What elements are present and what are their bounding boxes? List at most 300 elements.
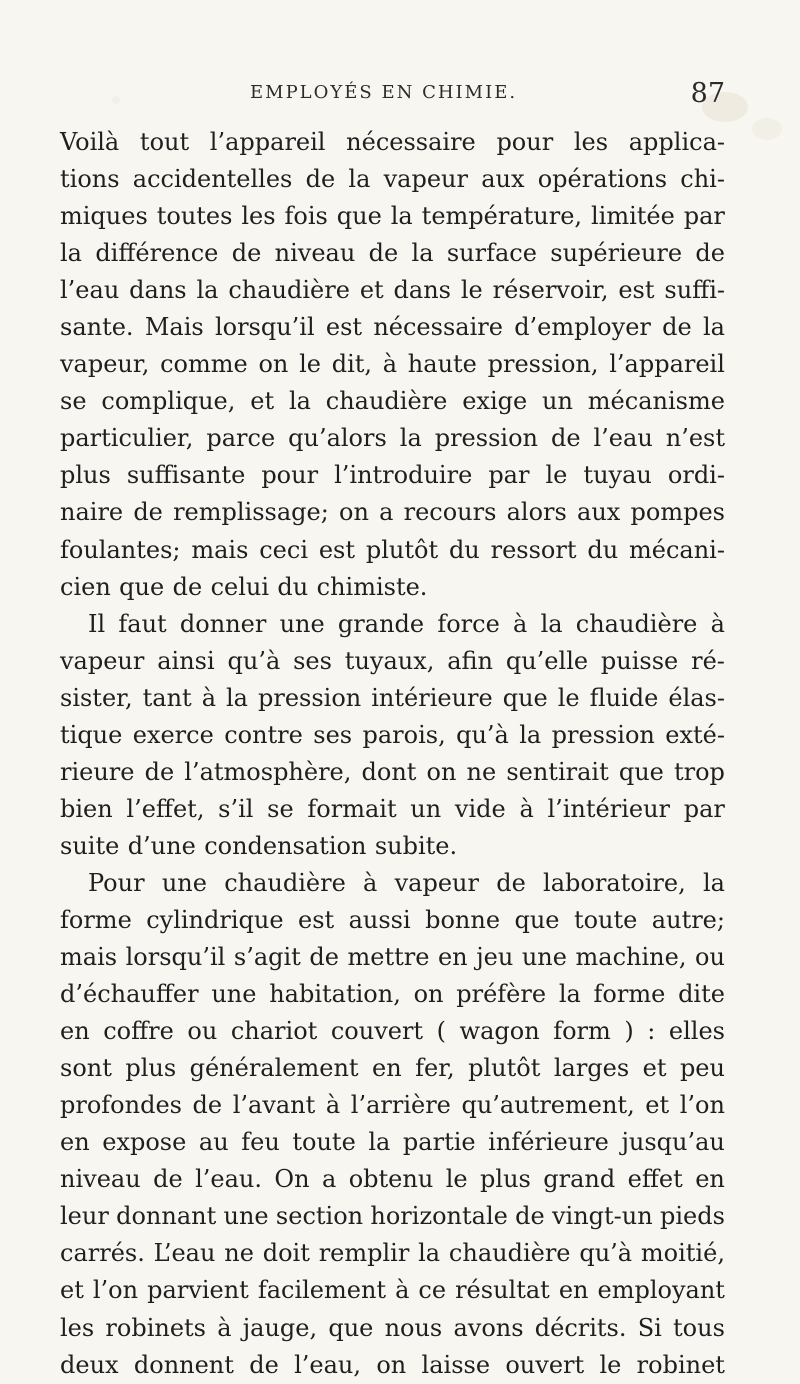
text-line — [60, 1087, 725, 1124]
word: se — [60, 387, 87, 416]
word: mettre — [347, 943, 430, 972]
word: l’eau — [593, 424, 653, 453]
word: la — [348, 165, 371, 194]
word: parvient — [147, 1276, 249, 1305]
word: plus — [125, 1054, 177, 1083]
word: de — [550, 424, 581, 453]
word: de — [305, 165, 336, 194]
word: l’arrière — [350, 1091, 451, 1120]
word: exerce — [132, 720, 214, 749]
word: qu’alors — [288, 424, 387, 453]
word: limitée — [590, 202, 675, 231]
word: sante. — [60, 313, 134, 342]
word: ou — [187, 1017, 218, 1046]
word: machine, — [575, 943, 687, 972]
word: a — [321, 1165, 337, 1194]
word: toute — [292, 1128, 356, 1157]
text-line — [60, 1235, 725, 1272]
word: l’introduire — [334, 461, 473, 490]
word: les — [60, 1313, 95, 1342]
text-line — [60, 754, 725, 791]
word: qu’elle — [505, 646, 589, 675]
word: tous — [673, 1313, 725, 1342]
word: la — [411, 239, 434, 268]
word: chaudière — [224, 868, 346, 897]
word: une — [223, 1202, 269, 1231]
text-line — [60, 1161, 725, 1198]
word: se — [267, 794, 294, 823]
word: la — [558, 980, 581, 1009]
word: suite — [60, 831, 120, 860]
word: peu — [679, 1054, 725, 1083]
word: couvert — [330, 1017, 424, 1046]
word: chaudière — [448, 1239, 571, 1268]
word: donnent — [133, 1350, 234, 1379]
word: que — [119, 572, 165, 601]
word: d’employer — [514, 313, 651, 342]
word: lorsqu’il — [214, 313, 315, 342]
word: larges — [553, 1054, 630, 1083]
word: grande — [337, 609, 425, 638]
word: expose — [102, 1128, 187, 1157]
word: de — [368, 239, 399, 268]
word: du — [277, 572, 309, 601]
word: et — [359, 276, 384, 305]
word: partie — [402, 1128, 476, 1157]
word: l’eau — [60, 276, 120, 305]
word: ré- — [691, 646, 725, 675]
text-line — [60, 1050, 725, 1087]
word: nécessaire — [373, 313, 503, 342]
word: que — [514, 905, 560, 934]
word: le — [445, 1165, 468, 1194]
word: puisse — [600, 646, 679, 675]
word: profondes — [60, 1091, 182, 1120]
word: que — [336, 202, 382, 231]
word: chimiste. — [316, 572, 428, 601]
word: en — [695, 1165, 725, 1194]
word: pompes — [630, 498, 725, 527]
word: est — [618, 276, 655, 305]
word: à — [513, 609, 528, 638]
word: du — [587, 535, 619, 564]
word: doit — [262, 1239, 310, 1268]
word: fluide — [589, 683, 659, 712]
word: toute — [573, 905, 638, 934]
word: du — [448, 535, 480, 564]
word: tions — [60, 165, 120, 194]
word: inférieure — [488, 1128, 609, 1157]
word: de — [515, 1202, 545, 1231]
word: pour — [496, 128, 554, 156]
text-line — [60, 976, 725, 1013]
word: parce — [206, 424, 276, 453]
word: est — [297, 905, 335, 934]
body-text — [60, 124, 725, 1384]
word: fois — [284, 202, 328, 231]
word: jauge, — [242, 1313, 318, 1342]
word: alors — [506, 498, 567, 527]
word: que — [618, 757, 664, 786]
word: cylindrique — [146, 905, 284, 934]
word: le — [460, 276, 483, 305]
word: qu’à — [456, 720, 509, 749]
word: nécessaire — [346, 128, 476, 156]
word: donnant — [116, 1202, 217, 1231]
word: faut — [118, 609, 167, 638]
word: remplissage; — [173, 498, 329, 527]
word: à — [201, 683, 216, 712]
word: laisse — [421, 1350, 491, 1379]
word: miques — [60, 202, 148, 231]
word: particulier, — [60, 424, 194, 453]
word: subite. — [374, 831, 458, 860]
word: mais — [191, 535, 249, 564]
word: et — [60, 1276, 84, 1305]
word: de — [172, 572, 203, 601]
word: sentirait — [506, 757, 609, 786]
word: moitié, — [640, 1239, 725, 1268]
word: qu’à — [579, 1239, 633, 1268]
word: ou — [695, 943, 725, 972]
word: bonne — [425, 905, 501, 934]
word: et — [642, 1054, 667, 1083]
text-line — [60, 346, 725, 383]
word: en — [372, 1054, 402, 1083]
word: section — [275, 1202, 364, 1231]
word: suffisante — [126, 461, 246, 490]
text-line — [60, 420, 725, 457]
word: forme — [60, 905, 132, 934]
word: est — [318, 535, 356, 564]
word: que — [328, 1313, 374, 1342]
text-line — [60, 569, 725, 606]
text-line — [60, 865, 725, 902]
word: la — [288, 387, 311, 416]
word: nous — [384, 1313, 443, 1342]
word: à — [382, 350, 398, 379]
word: ) — [624, 1017, 634, 1046]
word: robinets — [105, 1313, 206, 1342]
word: vide — [454, 794, 506, 823]
word: à — [519, 794, 534, 823]
word: donner — [179, 609, 267, 638]
word: coffre — [103, 1017, 174, 1046]
word: et — [645, 1091, 670, 1120]
word: au — [198, 1128, 229, 1157]
text-line — [60, 494, 725, 531]
word: remplir — [318, 1239, 410, 1268]
word: l’appareil — [209, 128, 326, 156]
word: de — [249, 1350, 279, 1379]
word: plus — [60, 461, 111, 490]
word: la — [60, 239, 82, 268]
word: à — [363, 868, 378, 897]
word: tuyau — [583, 461, 652, 490]
word: l’effet, — [126, 794, 205, 823]
word: Si — [637, 1313, 662, 1342]
word: de — [133, 498, 163, 527]
word: résultat — [455, 1276, 550, 1305]
word: ceci — [259, 535, 308, 564]
word: elles — [668, 1017, 725, 1046]
word: Pour — [88, 868, 145, 897]
word: On — [274, 1165, 310, 1194]
word: différence — [95, 239, 219, 268]
word: la — [196, 276, 219, 305]
word: recours — [403, 498, 497, 527]
text-line — [60, 902, 725, 939]
word: ainsi — [157, 646, 215, 675]
text-line — [60, 1310, 725, 1347]
word: employant — [597, 1276, 725, 1305]
text-line — [60, 717, 725, 754]
word: afin — [447, 646, 494, 675]
word: qu’à — [227, 646, 281, 675]
word: par — [683, 202, 725, 231]
text-line — [60, 235, 725, 272]
word: plus — [480, 1165, 531, 1194]
word: l’eau. — [195, 1165, 262, 1194]
word: élas- — [668, 683, 725, 712]
word: généralement — [189, 1054, 359, 1083]
text-line — [60, 828, 725, 865]
word: ne — [466, 757, 497, 786]
word: tique — [60, 720, 123, 749]
word: jeu — [476, 943, 514, 972]
word: aux — [577, 498, 621, 527]
word: à — [325, 1091, 341, 1120]
word: n’est — [665, 424, 725, 453]
word: un — [542, 387, 573, 416]
word: exté- — [665, 720, 725, 749]
word: vapeur — [383, 165, 468, 194]
word: niveau — [60, 1165, 141, 1194]
word: obtenu — [348, 1165, 434, 1194]
word: et — [250, 387, 275, 416]
word: s’il — [218, 794, 254, 823]
word: intérieure — [371, 683, 493, 712]
word: celui — [210, 572, 270, 601]
word: sister, — [60, 683, 133, 712]
word: suffi- — [664, 276, 725, 305]
word: tuyaux, — [344, 646, 435, 675]
word: aussi — [348, 905, 411, 934]
text-line — [60, 309, 725, 346]
word: exige — [462, 387, 528, 416]
word: a — [379, 498, 394, 527]
word: l’appareil — [609, 350, 725, 379]
word: chi- — [680, 165, 725, 194]
word: chaudière — [228, 276, 350, 305]
word: on — [413, 980, 444, 1009]
word: chariot — [230, 1017, 318, 1046]
text-line — [60, 457, 725, 494]
word: tant — [142, 683, 192, 712]
word: supérieure — [550, 239, 683, 268]
word: pression — [434, 424, 538, 453]
word: l’avant — [232, 1091, 316, 1120]
word: à — [217, 1313, 232, 1342]
word: la — [390, 202, 413, 231]
word: Voilà — [60, 128, 120, 156]
text-line — [60, 606, 725, 643]
word: grand — [543, 1165, 616, 1194]
word: une — [521, 943, 567, 972]
word: en — [60, 1017, 90, 1046]
word: plutôt — [468, 1054, 541, 1083]
word: pour — [261, 461, 319, 490]
word: préfère — [456, 980, 547, 1009]
word: chaudière — [325, 387, 448, 416]
word: niveau — [274, 239, 356, 268]
word: la — [519, 720, 542, 749]
word: facilement — [257, 1276, 387, 1305]
word: avons — [453, 1313, 524, 1342]
word: ouvert — [505, 1350, 585, 1379]
word: deux — [60, 1350, 119, 1379]
word: à — [395, 1276, 410, 1305]
word: pression — [257, 683, 362, 712]
word: tout — [139, 128, 190, 156]
word: dit, — [331, 350, 373, 379]
text-line — [60, 680, 725, 717]
word: haute — [407, 350, 477, 379]
page-header — [60, 78, 725, 112]
word: trop — [673, 757, 725, 786]
word: ne — [224, 1239, 254, 1268]
word: wagon — [459, 1017, 540, 1046]
word: ressort — [490, 535, 577, 564]
word: de — [231, 239, 262, 268]
word: la — [368, 1128, 391, 1157]
word: le — [599, 1350, 622, 1379]
word: lorsqu’il — [125, 943, 226, 972]
word: le — [299, 350, 321, 379]
word: bien — [60, 794, 113, 823]
text-line — [60, 939, 725, 976]
word: une — [211, 980, 257, 1009]
word: on — [376, 1350, 407, 1379]
word: aux — [481, 165, 525, 194]
word: par — [488, 461, 530, 490]
word: surface — [446, 239, 537, 268]
word: la — [399, 424, 422, 453]
word: un — [410, 794, 442, 823]
word: la — [418, 1239, 441, 1268]
word: pression, — [487, 350, 599, 379]
word: d’échauffer — [60, 980, 199, 1009]
word: d’une — [127, 831, 196, 860]
word: la — [702, 313, 725, 342]
word: une — [279, 609, 325, 638]
word: en — [558, 1276, 589, 1305]
word: horizontale — [370, 1202, 508, 1231]
word: plutôt — [365, 535, 439, 564]
word: ce — [418, 1276, 447, 1305]
word: en — [60, 1128, 90, 1157]
word: réservoir, — [492, 276, 609, 305]
word: chaudière — [575, 609, 698, 638]
word: mais — [60, 943, 118, 972]
word: la — [702, 868, 725, 897]
word: comme — [160, 350, 248, 379]
word: de — [144, 757, 175, 786]
word: autre; — [651, 905, 725, 934]
word: applica- — [628, 128, 725, 156]
word: en — [437, 943, 468, 972]
word: Mais — [144, 313, 204, 342]
word: forme — [593, 980, 666, 1009]
word: carrés. — [60, 1239, 145, 1268]
word: naire — [60, 498, 124, 527]
word: à — [710, 609, 725, 638]
text-line — [60, 272, 725, 309]
word: toutes — [156, 202, 233, 231]
word: ( — [436, 1017, 446, 1046]
word: formait — [307, 794, 397, 823]
text-line — [60, 383, 725, 420]
text-line — [60, 1013, 725, 1050]
word: effet — [627, 1165, 683, 1194]
word: on — [258, 350, 289, 379]
word: on — [339, 498, 369, 527]
word: laboratoire, — [543, 868, 686, 897]
page-number: 87 — [690, 78, 725, 109]
word: la — [226, 683, 248, 712]
word: les — [573, 128, 609, 156]
word: le — [545, 461, 568, 490]
word: rieure — [60, 757, 135, 786]
word: ses — [313, 720, 353, 749]
word: parois, — [362, 720, 446, 749]
word: contre — [224, 720, 303, 749]
word: habitation, — [269, 980, 401, 1009]
word: cien — [60, 572, 111, 601]
word: condensation — [204, 831, 367, 860]
word: ordi- — [667, 461, 725, 490]
word: s’agit — [233, 943, 301, 972]
text-line — [60, 1272, 725, 1309]
word: fer, — [415, 1054, 455, 1083]
text-line — [60, 532, 725, 569]
word: le — [557, 683, 580, 712]
word: foulantes; — [60, 535, 181, 564]
word: sont — [60, 1054, 112, 1083]
word: mécanisme — [587, 387, 725, 416]
word: dite — [678, 980, 725, 1009]
word: de — [309, 943, 339, 972]
text-line — [60, 1198, 725, 1235]
word: pression — [551, 720, 655, 749]
word: complique, — [101, 387, 236, 416]
word: décrits. — [534, 1313, 627, 1342]
word: accidentelles — [132, 165, 293, 194]
text-line — [60, 643, 725, 680]
word: form — [553, 1017, 611, 1046]
running-head: EMPLOYÉS EN CHIMIE. — [250, 82, 518, 103]
word: vingt-un — [551, 1202, 653, 1231]
word: qu’autrement, — [461, 1091, 635, 1120]
word: Il — [88, 609, 106, 638]
word: l’on — [679, 1091, 725, 1120]
word: robinet — [636, 1350, 725, 1379]
word: de — [153, 1165, 183, 1194]
word: de — [662, 313, 692, 342]
word: que — [502, 683, 548, 712]
word: mécani- — [629, 535, 725, 564]
word: L’eau — [153, 1239, 216, 1268]
